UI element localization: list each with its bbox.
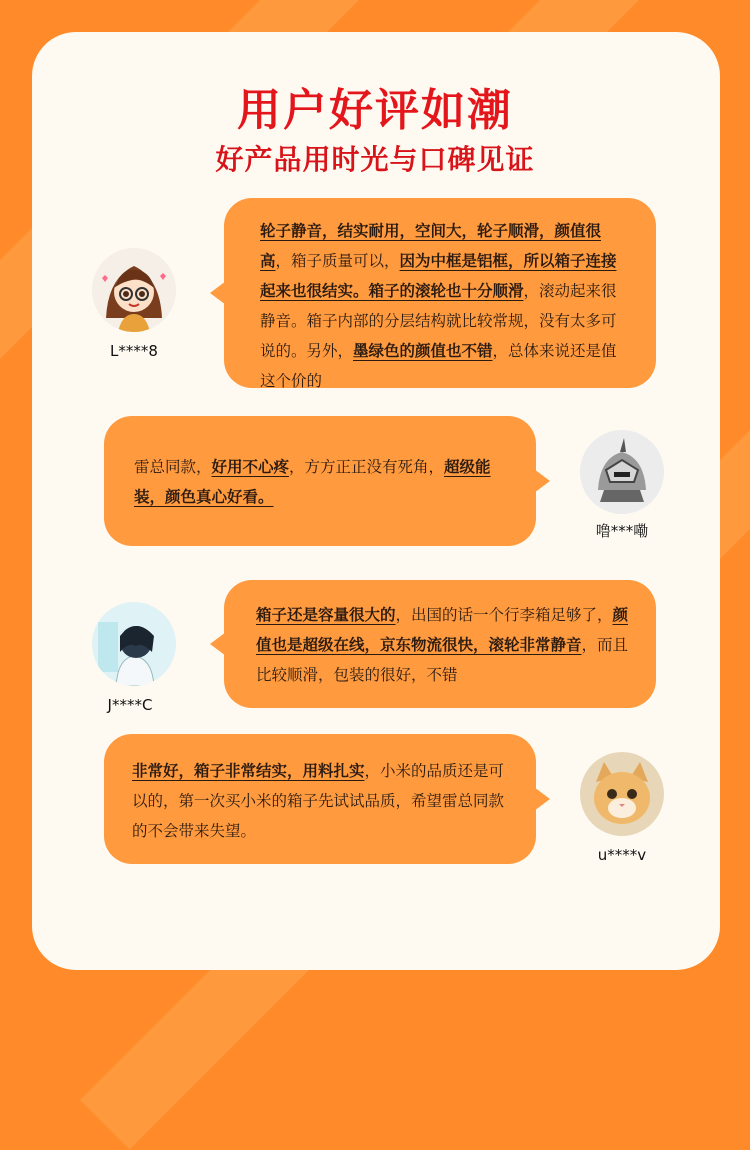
review-text [256, 600, 632, 690]
review-username: 噜***嘞 [595, 522, 649, 540]
review-segment: ，箱子质量可以， [275, 252, 400, 270]
review-bubble [224, 198, 656, 388]
review-highlight: 好用不心疼 [211, 458, 290, 476]
review-segment: ，滚动起来很静音。箱子内部的分层结构就比较常规，没有太多可说的。另外， [260, 282, 617, 360]
review-highlight: 非常好，箱子非常结实，用料扎实 [132, 762, 365, 780]
review-text [132, 756, 512, 846]
review-segment: ，小米的品质还是可以的，第一次买小米的箱子先试试品质，希望雷总同款的不会带来失望。 [132, 762, 505, 840]
cartoon-girl-avatar [92, 248, 176, 332]
review-username: J****C [107, 696, 153, 714]
anime-boy-avatar [92, 602, 176, 686]
review-highlight: 箱子还是容量很大的 [256, 606, 396, 624]
review-text [134, 452, 512, 512]
review-highlight: 因为中框是铝框，所以箱子连接起来也很结实。箱子的滚轮也十分顺滑 [260, 252, 617, 300]
review-text [260, 216, 630, 396]
review-segment: ，而且比较顺滑，包装的很好，不错 [256, 636, 629, 684]
review-username: u****v [597, 846, 647, 864]
review-bubble [224, 580, 656, 708]
review-highlight: 墨绿色的颜值也不错 [353, 342, 493, 360]
review-highlight: 轮子静音，结实耐用，空间大，轮子顺滑，颜值很高 [260, 222, 602, 270]
cat-avatar [580, 752, 664, 836]
review-segment: ，方方正正没有死角， [289, 458, 445, 476]
review-segment: ，出国的话一个行李箱足够了， [395, 606, 613, 624]
review-bubble [104, 734, 536, 864]
page-title: 用户好评如潮 [237, 85, 513, 136]
page-subtitle: 好产品用时光与口碑见证 [215, 143, 535, 176]
review-bubble [104, 416, 536, 546]
review-username: L****8 [110, 342, 158, 360]
review-highlight: 颜值也是超级在线，京东物流很快，滚轮非常静音 [256, 606, 629, 654]
review-segment: ，总体来说还是值这个价的 [260, 342, 617, 390]
review-segment: 雷总同款， [134, 458, 212, 476]
review-highlight: 超级能装，颜色真心好看。 [134, 458, 491, 506]
mecha-robot-avatar [580, 430, 664, 514]
